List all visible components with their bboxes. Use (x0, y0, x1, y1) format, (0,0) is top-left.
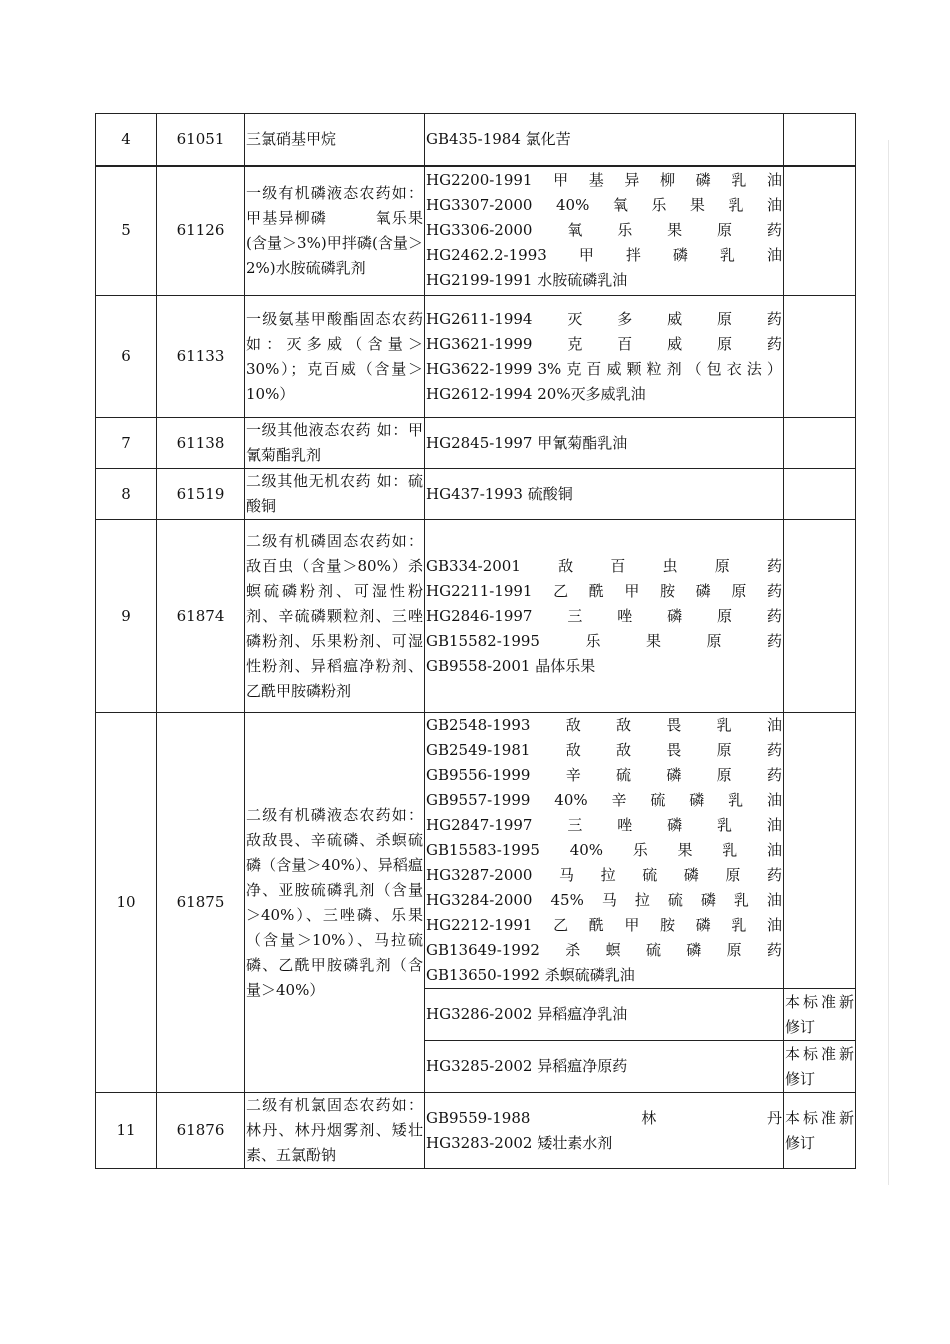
standard-title-char: 油 (766, 841, 782, 859)
standard-title-char: 杀 (565, 941, 581, 959)
un-code: 61519 (157, 469, 245, 520)
standard-line (426, 1131, 782, 1156)
standard-title-char: 油 (766, 196, 782, 215)
standards-cell (425, 114, 784, 166)
standard-title-char: 唑 (617, 816, 633, 834)
standard-title: 水胺硫磷乳油 (537, 271, 628, 290)
standard-code: GB9557-1999 (426, 791, 531, 809)
standard-title-char: 40% (569, 841, 604, 859)
standard-title-char: 磷 (695, 171, 711, 190)
standard-title-char: 唑 (617, 606, 633, 625)
page-edge-line (888, 140, 889, 1185)
standard-title-char: 乐 (632, 841, 648, 859)
standard-title-char: 药 (766, 309, 782, 328)
standard-title-char: 原 (717, 309, 733, 328)
standard-title-char: 基 (588, 171, 604, 190)
standard-title-char: 原 (725, 866, 741, 884)
standard-title-char: 药 (766, 741, 782, 759)
serial-number: 7 (96, 418, 157, 469)
standard-title-char: 威 (667, 334, 683, 353)
standard-title-char: 灭 (567, 309, 583, 328)
table-row (96, 520, 856, 713)
standard-line (426, 888, 782, 913)
standard-title-char: 乳 (728, 196, 744, 215)
standard-title-char: 原 (714, 556, 730, 575)
standard-line (426, 332, 782, 357)
standard-title-char: 辛 (565, 766, 581, 784)
standard-title-char: 畏 (666, 716, 682, 734)
standard-code: GB2548-1993 (426, 716, 531, 734)
remark-cell (784, 418, 856, 469)
standard-title-char: ） (766, 359, 782, 378)
standard-code: GB2549-1981 (426, 741, 531, 759)
standards-cell (425, 989, 784, 1041)
standard-title-char: 硫 (645, 941, 661, 959)
standard-line (426, 268, 782, 293)
standard-line (426, 654, 782, 679)
un-code: 61876 (157, 1093, 245, 1169)
standard-title-char: 磷 (667, 606, 683, 625)
standard-title-char: 油 (766, 816, 782, 834)
standards-cell (425, 1093, 784, 1169)
standard-title-char: 原 (716, 741, 732, 759)
standard-title: 甲氰菊酯乳油 (537, 433, 628, 452)
standard-title-char: 敌 (565, 741, 581, 759)
standard-title-char: 乳 (717, 816, 733, 834)
standard-title-char: 三 (567, 816, 583, 834)
un-code: 61138 (157, 418, 245, 469)
standard-title: 杀螟硫磷乳油 (544, 966, 635, 984)
standard-title-char: 拉 (600, 866, 616, 884)
standard-line (426, 168, 782, 193)
standard-line (426, 554, 782, 579)
standard-title-char: 克 (567, 334, 583, 353)
serial-number: 9 (96, 520, 157, 713)
standard-line (426, 357, 782, 382)
standard-title-char: 粒 (646, 359, 662, 378)
standard-title-char: 磷 (695, 916, 711, 934)
standard-line (426, 629, 782, 654)
standard-title: 氯化苦 (525, 129, 571, 148)
standard-title: 20%灭多威乳油 (537, 384, 646, 403)
standard-title-char: 药 (766, 581, 782, 600)
standard-title-char: （ (686, 359, 702, 378)
standard-line (426, 1106, 782, 1131)
standard-title-char: 多 (617, 309, 633, 328)
standard-title-char: 敌 (616, 716, 632, 734)
remark-cell (784, 166, 856, 296)
standard-title-char: 法 (746, 359, 762, 378)
product-name: 二级有机氯固态农药如：林丹、林丹烟雾剂、矮壮素、五氯酚钠 (245, 1093, 425, 1169)
standard-code: GB9556-1999 (426, 766, 531, 784)
serial-number: 8 (96, 469, 157, 520)
standard-code: HG437-1993 (426, 484, 523, 503)
product-name: 二级有机磷液态农药如：敌敌畏、辛硫磷、杀螟硫磷（含量＞40%）、异稻瘟净、亚胺硫磷乳剂（含量＞40%）、三唑磷、乐果（含量＞10%）、马拉硫磷、乙酰甲胺磷乳剂（含量＞40%） (245, 713, 425, 1093)
table-row (96, 166, 856, 296)
standard-title-char: 药 (766, 334, 782, 353)
standard-title-char: 原 (717, 221, 733, 240)
standard-title-char: 果 (689, 196, 705, 215)
standard-title-char: 乳 (728, 791, 744, 809)
standard-title-char: 乙 (553, 581, 569, 600)
standard-code: HG2845-1997 (426, 433, 533, 452)
standard-title-char: 敌 (558, 556, 574, 575)
table-row (96, 296, 856, 418)
un-code: 61875 (157, 713, 245, 1093)
standard-code: HG2846-1997 (426, 606, 533, 625)
standard-title-char: 原 (726, 941, 742, 959)
standard-line (426, 938, 782, 963)
standard-title-char: 百 (586, 359, 602, 378)
serial-number: 10 (96, 713, 157, 1093)
un-code: 61874 (157, 520, 245, 713)
standards-cell (425, 1041, 784, 1093)
standard-title-char: 甲 (553, 171, 569, 190)
standard-line (426, 604, 782, 629)
standard-title-char: 原 (706, 631, 722, 650)
standard-title-char: 虫 (662, 556, 678, 575)
standard-title-char: 药 (766, 606, 782, 625)
standard-title-char: 拌 (625, 246, 641, 265)
standard-title-char: 颗 (626, 359, 642, 378)
standard-title-char: 果 (667, 221, 683, 240)
serial-number: 4 (96, 114, 157, 166)
standard-code: HG2847-1997 (426, 816, 533, 834)
standard-title-char: 硫 (616, 766, 632, 784)
standard-line (426, 307, 782, 332)
remark-cell: 本标准新修订 (784, 1093, 856, 1169)
standard-code: GB334-2001 (426, 556, 521, 575)
remark-cell: 本标准新修订 (784, 989, 856, 1041)
standard-title-char: 药 (766, 866, 782, 884)
serial-number: 6 (96, 296, 157, 418)
table-row (96, 114, 856, 166)
standard-title-char: 乳 (731, 171, 747, 190)
standard-code: HG2612-1994 (426, 384, 533, 403)
standard-line (426, 482, 782, 507)
standard-title-char: 丹 (766, 1108, 782, 1127)
standard-title-char: 油 (766, 791, 782, 809)
standard-code: HG3287-2000 (426, 866, 533, 884)
remark-cell (784, 469, 856, 520)
standard-line (426, 579, 782, 604)
standard-line (426, 382, 782, 407)
standard-title-char: 乐 (651, 196, 667, 215)
standard-title-char: 威 (667, 309, 683, 328)
standard-title-char: 油 (766, 171, 782, 190)
standard-code: HG3285-2002 (426, 1057, 533, 1075)
standard-title-char: 乙 (553, 916, 569, 934)
standard-title-char: 衣 (726, 359, 742, 378)
product-name: 三氯硝基甲烷 (245, 114, 425, 166)
standard-title-char: 药 (766, 766, 782, 784)
standard-title-char: 克 (566, 359, 582, 378)
standard-code: HG3621-1999 (426, 334, 533, 353)
standard-title-char: 胺 (660, 916, 676, 934)
standard-code: HG3306-2000 (426, 221, 533, 240)
table-row (96, 418, 856, 469)
standard-code: HG2199-1991 (426, 271, 533, 290)
standard-code: HG2611-1994 (426, 309, 533, 328)
standard-title-char: 原 (717, 334, 733, 353)
standards-cell (425, 520, 784, 713)
standard-title-char: 磷 (700, 891, 716, 909)
standard-title-char: 磷 (666, 766, 682, 784)
product-name: 二级其他无机农药 如：硫酸铜 (245, 469, 425, 520)
standard-line (426, 127, 782, 152)
standard-title-char: 百 (617, 334, 633, 353)
standard-line (426, 243, 782, 268)
standard-title-char: 乳 (722, 841, 738, 859)
standard-title-char: 甲 (624, 916, 640, 934)
standard-code: HG3284-2000 (426, 891, 533, 909)
standard-title-char: 乳 (716, 716, 732, 734)
standard-title-char: 乳 (731, 916, 747, 934)
standard-title-char: 异 (624, 171, 640, 190)
remark-cell (784, 713, 856, 989)
standard-title-char: 乐 (617, 221, 633, 240)
standard-line (426, 713, 782, 738)
standards-cell (425, 296, 784, 418)
standard-title-char: 磷 (672, 246, 688, 265)
standards-cell (425, 418, 784, 469)
standard-title-char: 45% (550, 891, 584, 909)
standard-title-char: 乐 (585, 631, 601, 650)
standard-title-char: 油 (766, 916, 782, 934)
standard-title-char: 酰 (588, 916, 604, 934)
product-name: 一级其他液态农药 如：甲氰菊酯乳剂 (245, 418, 425, 469)
product-name: 二级有机磷固态农药如：敌百虫（含量＞80%）杀螟硫磷粉剂、可湿性粉剂、辛硫磷颗粒剂、三唑磷粉剂、乐果粉剂、可湿性粉剂、异稻瘟净粉剂、乙酰甲胺磷粉剂 (245, 520, 425, 713)
standard-title: 矮壮素水剂 (537, 1133, 613, 1152)
serial-number: 11 (96, 1093, 157, 1169)
standard-code: GB9559-1988 (426, 1108, 531, 1127)
standard-title-char: 3% (537, 359, 562, 378)
standard-code: HG3286-2002 (426, 1005, 533, 1023)
standard-line (426, 763, 782, 788)
standard-title-char: 果 (677, 841, 693, 859)
standard-title-char: 油 (766, 246, 782, 265)
standard-title-char: 乳 (719, 246, 735, 265)
standard-code: HG2211-1991 (426, 581, 533, 600)
standard-title-char: 拉 (634, 891, 650, 909)
standard-code: GB435-1984 (426, 129, 521, 148)
standard-title-char: 油 (766, 891, 782, 909)
standard-title-char: 磷 (686, 941, 702, 959)
standard-title-char: 林 (641, 1108, 657, 1127)
table-row (96, 469, 856, 520)
table-row (96, 1093, 856, 1169)
standard-title-char: 药 (766, 556, 782, 575)
standard-title-char: 螟 (605, 941, 621, 959)
standard-title-char: 柳 (660, 171, 676, 190)
standard-line (426, 863, 782, 888)
standard-title-char: 甲 (578, 246, 594, 265)
standard-line (426, 963, 782, 988)
serial-number: 5 (96, 166, 157, 296)
standard-code: GB13650-1992 (426, 966, 540, 984)
standard-title: 晶体乐果 (535, 656, 596, 675)
un-code: 61133 (157, 296, 245, 418)
standard-title: 异稻瘟净原药 (537, 1057, 628, 1075)
standard-line (426, 788, 782, 813)
standard-code: HG2200-1991 (426, 171, 533, 190)
standard-code: HG3307-2000 (426, 196, 533, 215)
standard-line (426, 813, 782, 838)
standard-title-char: 辛 (611, 791, 627, 809)
standard-code: GB15583-1995 (426, 841, 540, 859)
standard-line (426, 218, 782, 243)
standard-title-char: 甲 (624, 581, 640, 600)
standard-line (426, 838, 782, 863)
standard-title-char: 氧 (567, 221, 583, 240)
standard-title-char: 硫 (642, 866, 658, 884)
product-name: 一级有机磷液态农药如：甲基异柳磷 氧乐果(含量＞3%)甲拌磷(含量＞2%)水胺硫磷乳剂 (245, 166, 425, 296)
standard-title-char: 硫 (667, 891, 683, 909)
standard-code: HG2212-1991 (426, 916, 533, 934)
un-code: 61126 (157, 166, 245, 296)
standard-title-char: 乳 (733, 891, 749, 909)
product-name: 一级氨基甲酸酯固态农药如：灭多威（含量＞30%）；克百威（含量＞10%） (245, 296, 425, 418)
standard-code: GB9558-2001 (426, 656, 531, 675)
remark-cell (784, 520, 856, 713)
standard-title-char: 40% (554, 791, 588, 809)
table-row (96, 713, 856, 989)
standard-title-char: 药 (766, 941, 782, 959)
standard-line (426, 431, 782, 456)
standard-title: 硫酸铜 (527, 484, 573, 503)
standard-title-char: 马 (559, 866, 575, 884)
standard-title-char: 磷 (667, 816, 683, 834)
dangerous-goods-standards-table (95, 113, 856, 1169)
standards-cell (425, 166, 784, 296)
standard-line (426, 913, 782, 938)
standard-line (426, 738, 782, 763)
standard-code: HG3283-2002 (426, 1133, 533, 1152)
standard-line (426, 1002, 782, 1027)
standard-title: 异稻瘟净乳油 (537, 1005, 628, 1023)
standards-cell (425, 469, 784, 520)
standards-cell (425, 713, 784, 989)
standard-title-char: 敌 (616, 741, 632, 759)
standard-title-char: 氧 (612, 196, 628, 215)
standard-title-char: 40% (556, 196, 590, 215)
standard-title-char: 酰 (588, 581, 604, 600)
standard-code: HG3622-1999 (426, 359, 533, 378)
standard-title-char: 敌 (565, 716, 581, 734)
standard-code: GB15582-1995 (426, 631, 540, 650)
table-body (96, 114, 856, 1169)
remark-cell (784, 296, 856, 418)
standard-line (426, 1054, 782, 1079)
standard-title-char: 果 (645, 631, 661, 650)
standard-title-char: 油 (766, 716, 782, 734)
standard-title-char: 磷 (683, 866, 699, 884)
standard-title-char: 胺 (660, 581, 676, 600)
standard-title-char: 原 (716, 766, 732, 784)
standard-title-char: 包 (706, 359, 722, 378)
un-code: 61051 (157, 114, 245, 166)
standard-line (426, 193, 782, 218)
standard-title-char: 磷 (689, 791, 705, 809)
standard-title-char: 磷 (695, 581, 711, 600)
standard-title-char: 威 (606, 359, 622, 378)
standard-title-char: 剂 (666, 359, 682, 378)
standard-title-char: 药 (766, 221, 782, 240)
standard-title-char: 原 (731, 581, 747, 600)
standard-title-char: 畏 (666, 741, 682, 759)
standard-title-char: 三 (567, 606, 583, 625)
standard-title-char: 药 (766, 631, 782, 650)
standard-title-char: 马 (601, 891, 617, 909)
remark-cell (784, 114, 856, 166)
standard-title-char: 百 (610, 556, 626, 575)
standard-title-char: 硫 (650, 791, 666, 809)
remark-cell: 本标准新修订 (784, 1041, 856, 1093)
standard-code: HG2462.2-1993 (426, 246, 547, 265)
standard-title-char: 原 (717, 606, 733, 625)
standard-code: GB13649-1992 (426, 941, 540, 959)
